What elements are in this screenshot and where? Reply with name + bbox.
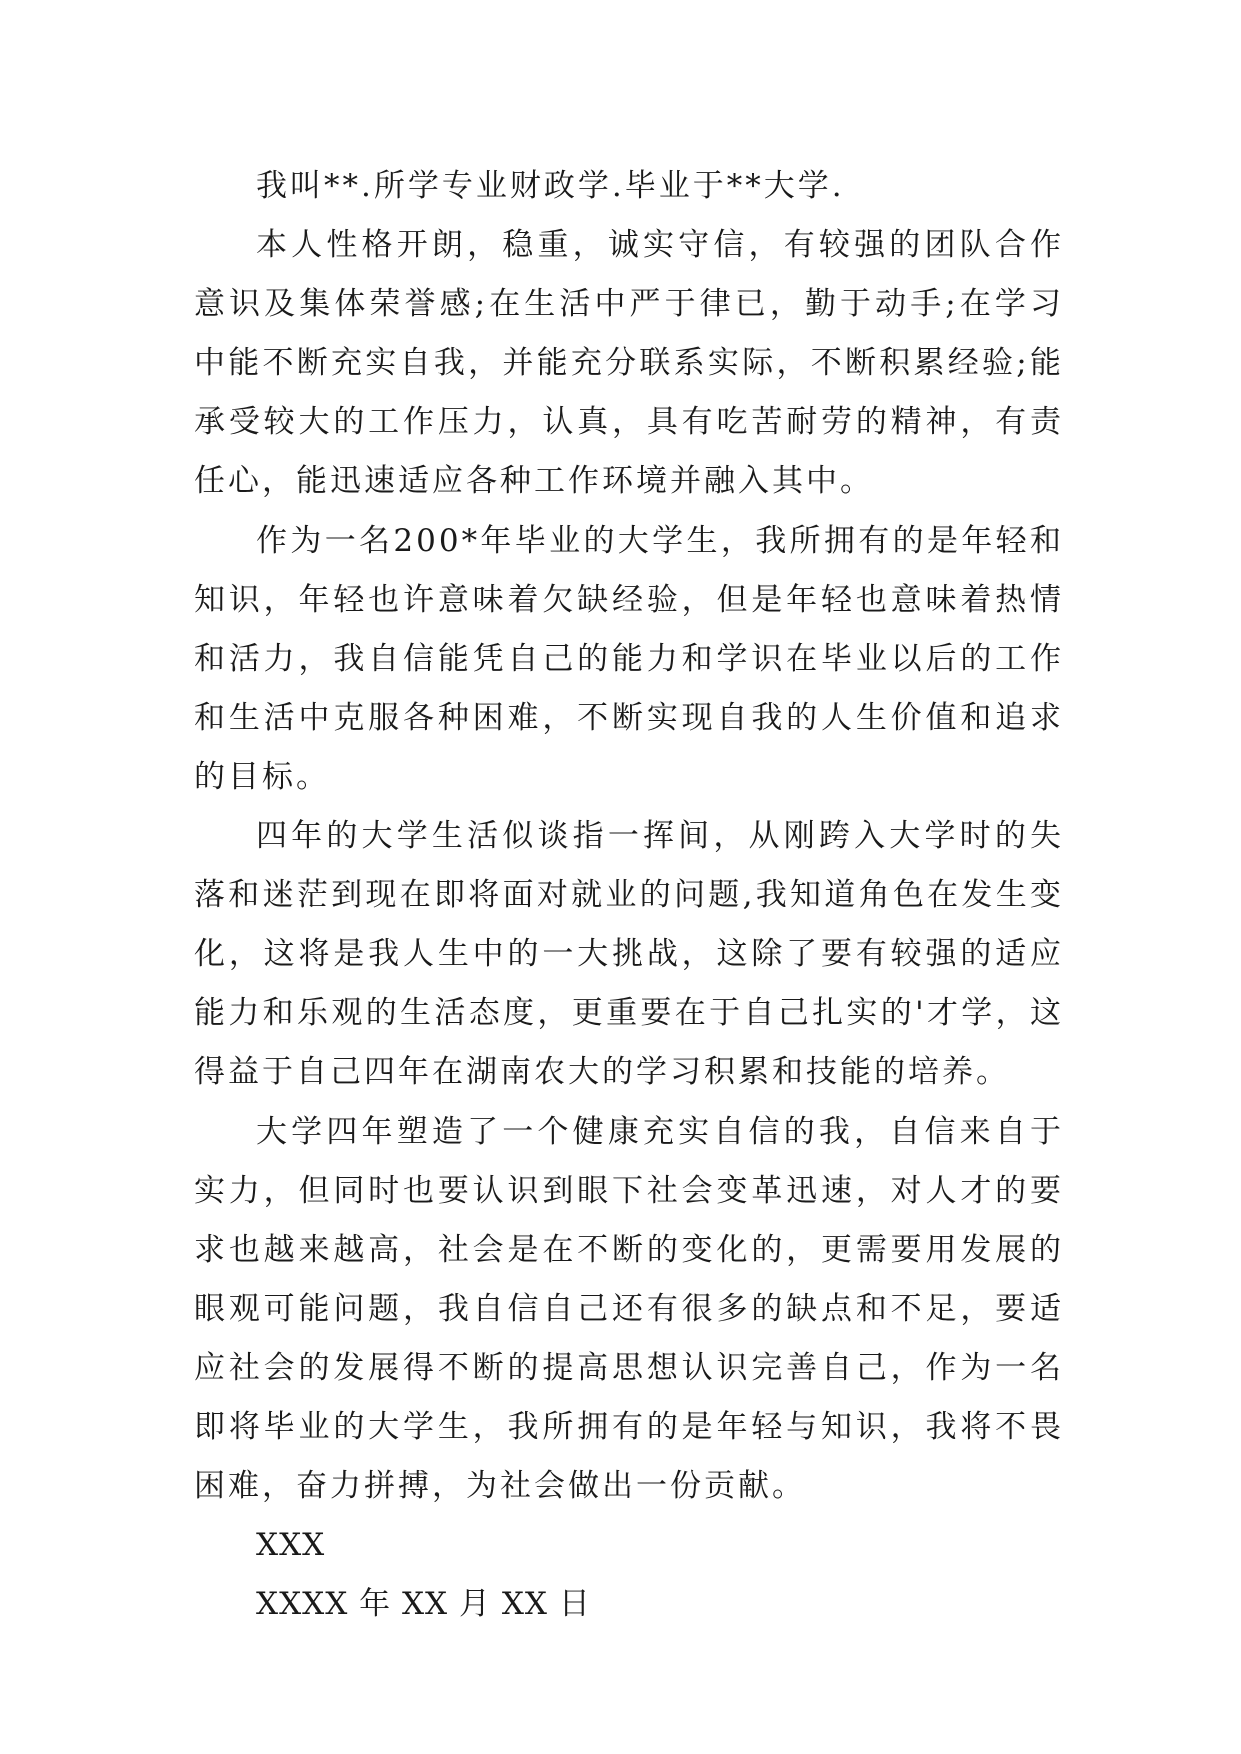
paragraph-conclusion: 大学四年塑造了一个健康充实自信的我，自信来自于实力，但同时也要认识到眼下社会变革迅速，对人才的要求也越来越高，社会是在不断的变化的，更需要用发展的眼观可能问题，我自信自己还有很多的缺点和不足，要适应社会的发展得不断的提高思想认识完善自己，作为一名即将毕业的大学生，我所拥有的是年轻与知识，我将不畏困难，奋力拼搏，为社会做出一份贡献。 [194,1113,1064,1505]
document-body [194,157,1064,1634]
date: XXXX 年 XX 月 XX 日 [256,1586,591,1623]
paragraph-personality: 本人性格开朗，稳重，诚实守信，有较强的团队合作意识及集体荣誉感;在生活中严于律已，勤于动手;在学习中能不断充实自我，并能充分联系实际，不断积累经验;能承受较大的工作压力，认真，具有吃苦耐劳的精神，有责任心，能迅速适应各种工作环境并融入其中。 [194,227,1064,500]
signature: XXX [256,1527,326,1564]
paragraph-intro: 我叫**.所学专业财政学.毕业于**大学. [256,168,845,204]
paragraph-university-life: 四年的大学生活似谈指一挥间，从刚跨入大学时的失落和迷茫到现在即将面对就业的问题,我知道角色在发生变化，这将是我人生中的一大挑战，这除了要有较强的适应能力和乐观的生活态度，更重要在于自己扎实的'才学，这得益于自己四年在湖南农大的学习积累和技能的培养。 [194,818,1064,1091]
paragraph-graduate: 作为一名200*年毕业的大学生，我所拥有的是年轻和知识，年轻也许意味着欠缺经验，但是年轻也意味着热情和活力，我自信能凭自己的能力和学识在毕业以后的工作和生活中克服各种困难，不断实现自我的人生价值和追求的目标。 [194,522,1064,795]
